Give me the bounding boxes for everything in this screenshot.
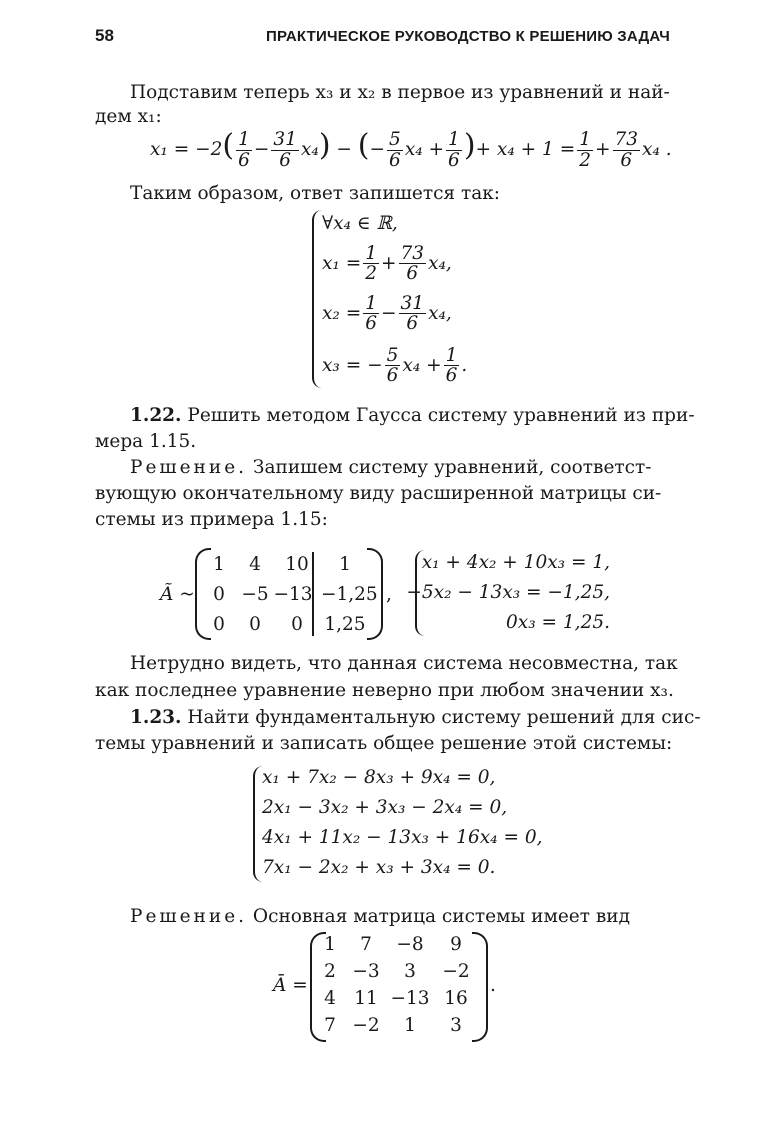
matrix-cell: 9 [450,934,462,955]
answer-row-3: x₂ = $\frac{1}{6}$ − $\frac{31}{6}$ x₄, [322,293,452,335]
solution-1-22-line-3: стемы из примера 1.15: [95,509,328,530]
augmented-matrix [195,548,383,640]
matrix-cell: −2 [442,961,470,982]
matrix-cell: 2 [324,961,336,982]
matrix-cell: 3 [450,1015,462,1036]
matrix-cell: −13 [390,988,430,1009]
matrix-cell: −13 [273,584,313,605]
matrix-cell: −1,25 [321,584,378,605]
matrix-cell: 0 [213,614,225,635]
page-number: 58 [95,26,114,45]
matrix-cell: 0 [291,614,303,635]
problem-1-23-line-2: темы уравнений и записать общее решение этой системы: [95,733,673,754]
system-1-22-eq-1: x₁ + 4x₂ + 10x₃ = 1, [421,552,610,573]
matrix-cell: 1 [339,554,351,575]
matrix-cell: 1,25 [324,614,366,635]
matrix-cell: 3 [404,961,416,982]
matrix-cell: 11 [354,988,378,1009]
solution-1-23-line-1: Решение. Основная матрица системы имеет вид [130,906,630,927]
matrix-cell: 7 [324,1015,336,1036]
matrix-cell: −2 [352,1015,380,1036]
answer-row-2: x₁ = $\frac{1}{2}$ + $\frac{73}{6}$ x₄, [322,243,452,285]
matrix-cell: 0 [213,584,225,605]
answer-intro: Таким образом, ответ запишется так: [130,183,501,204]
problem-1-22-line-1: 1.22. Решить методом Гаусса систему уравнений из при- [130,405,695,426]
matrix-cell: 10 [285,554,309,575]
system-1-22-eq-2: −5x₂ − 13x₃ = −1,25, [406,582,610,603]
matrix-cell: 7 [360,934,372,955]
system-1-23-eq-3: 4x₁ + 11x₂ − 13x₃ + 16x₄ = 0, [262,827,543,848]
running-title: ПРАКТИЧЕСКОЕ РУКОВОДСТВО К РЕШЕНИЮ ЗАДАЧ [266,28,670,45]
solution-1-22-line-2: вующую окончательному виду расширенной матрицы си- [95,483,662,504]
matrix-cell: −8 [396,934,424,955]
problem-1-22-line-2: мера 1.15. [95,431,197,452]
conclusion-line-1: Нетрудно видеть, что данная система несовместна, так [130,653,678,674]
system-1-22-eq-3: 0x₃ = 1,25. [506,612,610,633]
matrix-cell: 0 [249,614,261,635]
conclusion-line-2: как последнее уравнение неверно при любом значении x₃. [95,680,674,701]
matrix-cell: 1 [324,934,336,955]
intro-line-2: дем x₁: [95,106,162,127]
system-1-23-eq-4: 7x₁ − 2x₂ + x₃ + 3x₄ = 0. [262,857,496,878]
main-matrix [310,932,488,1042]
matrix-cell: −3 [352,961,380,982]
solution-1-22-line-1: Решение. Запишем систему уравнений, соответст- [130,457,652,478]
matrix-cell: 16 [444,988,468,1009]
matrix-comma: , [386,584,392,605]
answer-row-4: x₃ = − $\frac{5}{6}$ x₄ + $\frac{1}{6}$ . [322,345,468,387]
system-1-23-eq-2: 2x₁ − 3x₂ + 3x₃ − 2x₄ = 0, [262,797,508,818]
matrix-cell: −5 [241,584,269,605]
matrix-cell: 1 [404,1015,416,1036]
answer-row-1: ∀x₄ ∈ ℝ, [322,213,398,234]
problem-1-23-line-1: 1.23. Найти фундаментальную систему решений для сис- [130,707,701,728]
matrix-cell: 4 [324,988,336,1009]
matrix-cell: 4 [249,554,261,575]
matrix-period: . [490,975,496,996]
system-1-23-eq-1: x₁ + 7x₂ − 8x₃ + 9x₄ = 0, [262,767,496,788]
intro-line-1: Подставим теперь x₃ и x₂ в первое из уравнений и най- [130,82,670,103]
matrix-a-tilde-label: Ã ~ [160,584,195,605]
matrix-a-bar-label: Ā = [273,975,308,996]
x1-substitution-formula: x₁ = −2( $\frac{1}{6}$ − $\frac{31}{6}$ x₄) − (− $\frac{5}{6}$ x₄ + $\frac{1}{6}$ )+ x₄ + 1 = $\frac{1}{2}$ + $\frac{73}{6}$ x₄ . [150,128,672,171]
matrix-cell: 1 [213,554,225,575]
